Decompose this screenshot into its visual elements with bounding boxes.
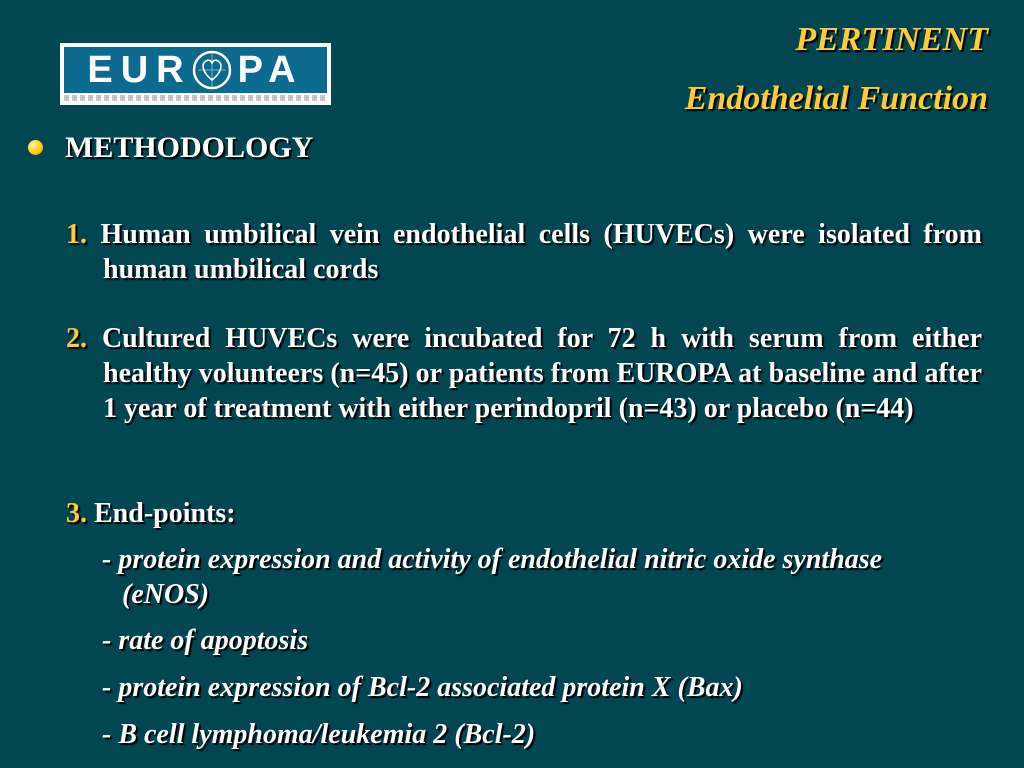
item-text: Human umbilical vein endothelial cells (HUVECs) were isolated from human umbilical cords xyxy=(100,219,982,285)
item-number: 3. xyxy=(66,498,87,529)
heart-globe-icon xyxy=(192,50,232,90)
item-number: 1. xyxy=(66,219,87,250)
method-item-3 xyxy=(66,496,982,531)
logo-text-left: EUR xyxy=(87,49,192,91)
endpoint-item: - rate of apoptosis xyxy=(102,625,309,656)
endpoint-item: - protein expression and activity of endothelial nitric oxide synthase (eNOS) xyxy=(102,544,883,610)
endpoint-item: - protein expression of Bcl-2 associated protein X (Bax) xyxy=(102,672,743,703)
item-text: End-points: xyxy=(94,498,236,529)
item-number: 2. xyxy=(66,323,87,354)
europa-logo xyxy=(60,43,331,105)
logo-caption-strip xyxy=(64,95,327,101)
item-text: Cultured HUVECs were incubated for 72 h with serum from either healthy volunteers (n=45) or patients from EUROPA at baseline and after 1 year of treatment with either perindopril (n=43) or placebo (n=44) xyxy=(101,323,982,424)
section-heading-row xyxy=(28,131,313,164)
logo-banner xyxy=(64,47,327,93)
method-item-2 xyxy=(66,321,982,426)
method-item-1 xyxy=(66,217,982,287)
bullet-icon xyxy=(28,140,43,155)
section-heading: METHODOLOGY xyxy=(65,131,314,164)
logo-text-right: PA xyxy=(237,49,304,91)
slide-subtitle: Endothelial Function xyxy=(684,80,988,117)
endpoint-item: - B cell lymphoma/leukemia 2 (Bcl-2) xyxy=(102,719,536,750)
slide-title: PERTINENT xyxy=(795,21,988,58)
